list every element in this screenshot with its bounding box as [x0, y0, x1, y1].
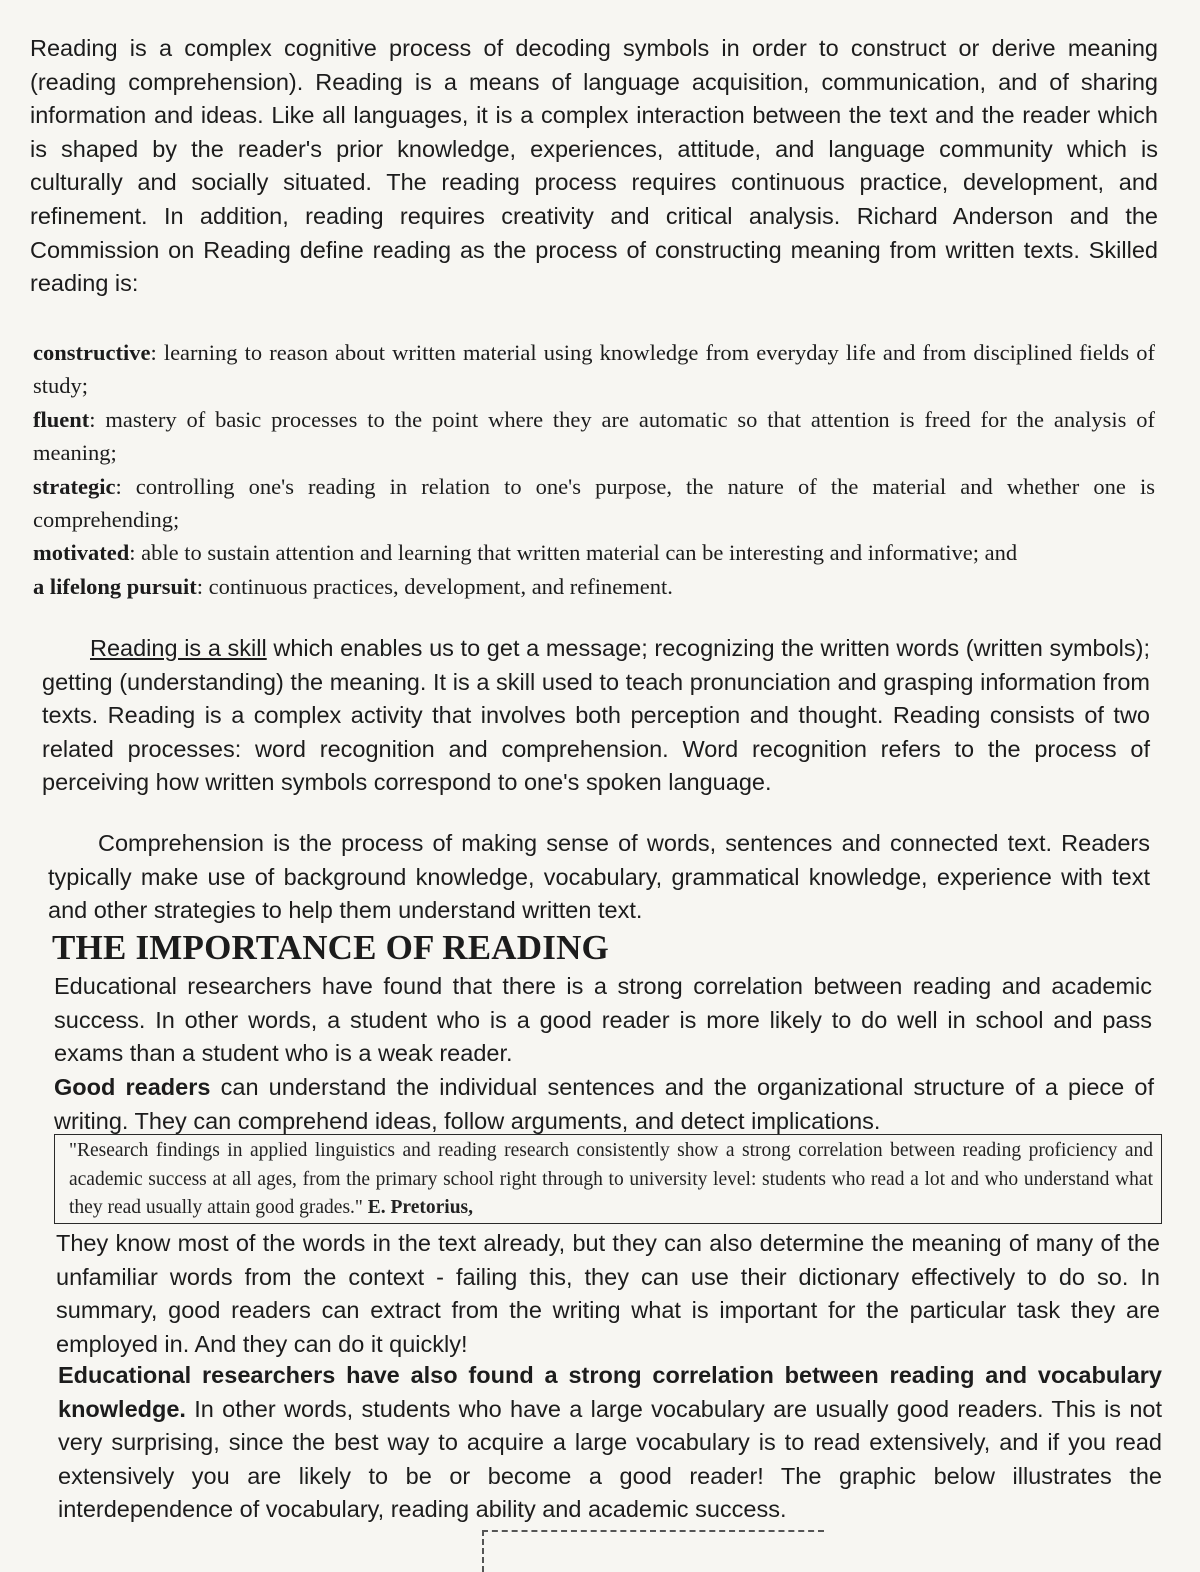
quote-box — [54, 1134, 1162, 1224]
definition-text: : mastery of basic processes to the point where they are automatic so that attention is freed for the analysis of meaning; — [33, 406, 1155, 466]
reading-skill-paragraph — [42, 632, 1150, 800]
paragraph-text: In other words, students who have a large vocabulary are usually good readers. This is not very surprising, since the best way to acquire a large vocabulary is to read extensively, and if you read extensively you are likely to be or become a good reader! The graphic below illustrates the interdependence of vocabulary, reading ability and academic success. — [58, 1395, 1162, 1523]
definition-item — [33, 403, 1155, 470]
correlation-paragraph — [58, 1359, 1162, 1527]
section-heading: THE IMPORTANCE OF READING — [52, 928, 609, 967]
definition-item — [33, 570, 1155, 603]
definition-term: constructive — [33, 340, 151, 365]
graphic-frame-edge — [482, 1530, 824, 1572]
definition-item — [33, 536, 1155, 569]
intro-paragraph: Reading is a complex cognitive process of decoding symbols in order to construct or derive meaning (reading comprehension). Reading is a means of language acquisition, communication, and of sharing information and ideas. Like all languages, it is a complex interaction between the text and the reader which is shaped by the reader's prior knowledge, experiences, attitude, and language community which is culturally and socially situated. The reading process requires continuous practice, development, and refinement. In addition, reading requires creativity and critical analysis. Richard Anderson and the Commission on Reading define reading as the process of constructing meaning from written texts. Skilled reading is: — [30, 35, 1158, 297]
underlined-lead: Reading is a skill — [90, 635, 267, 661]
quote-text: "Research findings in applied linguistics and reading research consistently show a strong correlation between reading proficiency and academic success at all ages, from the primary school right through to university level: students who read a lot and who understand what they read usually attain good grades." — [69, 1140, 1153, 1218]
bold-lead: Educational researchers have also found a strong correlation between reading and vocabulary knowledge. — [58, 1362, 1162, 1422]
definition-text: : continuous practices, development, and refinement. — [196, 573, 673, 599]
importance-paragraph-1: Educational researchers have found that there is a strong correlation between reading and academic success. In other words, a student who is a good reader is more likely to do well in school and pass exams than a student who is a weak reader. — [54, 973, 1152, 1067]
comprehension-paragraph: Comprehension is the process of making sense of words, sentences and connected text. Readers typically make use of background knowledge, vocabulary, grammatical knowledge, experience with text and other strategies to help them understand written text. — [48, 830, 1150, 924]
good-readers-paragraph — [54, 1071, 1154, 1138]
definition-item — [33, 336, 1155, 403]
definition-text: : controlling one's reading in relation to one's purpose, the nature of the material and whether one is comprehending; — [33, 473, 1155, 533]
paragraph-text: which enables us to get a message; recognizing the written words (written symbols); getting (understanding) the meaning. It is a skill used to teach pronunciation and grasping information from texts. Reading is a complex activity that involves both perception and thought. Reading consists of two related processes: word recognition and comprehension. Word recognition refers to the process of perceiving how written symbols correspond to one's spoken language. — [42, 635, 1150, 796]
bold-lead: Good readers — [54, 1074, 211, 1100]
definition-term: motivated — [33, 540, 130, 566]
quote-author: E. Pretorius, — [367, 1197, 474, 1218]
skilled-reading-list — [33, 336, 1155, 603]
definition-term: a lifelong pursuit — [33, 573, 197, 599]
paragraph-text: can understand the individual sentences and the organizational structure of a piece of writing. They can comprehend ideas, follow arguments, and detect implications. — [54, 1074, 1155, 1134]
definition-text: : learning to reason about written material using knowledge from everyday life and from disciplined fields of study; — [33, 340, 1155, 399]
definition-term: fluent — [33, 406, 90, 432]
definition-text: : able to sustain attention and learning that written material can be interesting and informative; and — [129, 540, 1018, 566]
definition-item — [33, 470, 1155, 537]
vocabulary-paragraph: They know most of the words in the text already, but they can also determine the meaning of many of the unfamiliar words from the context - failing this, they can use their dictionary effectively to do so. In summary, good readers can extract from the writing what is important for the particular task they are employed in. And they can do it quickly! — [56, 1230, 1160, 1357]
definition-term: strategic — [33, 473, 116, 499]
